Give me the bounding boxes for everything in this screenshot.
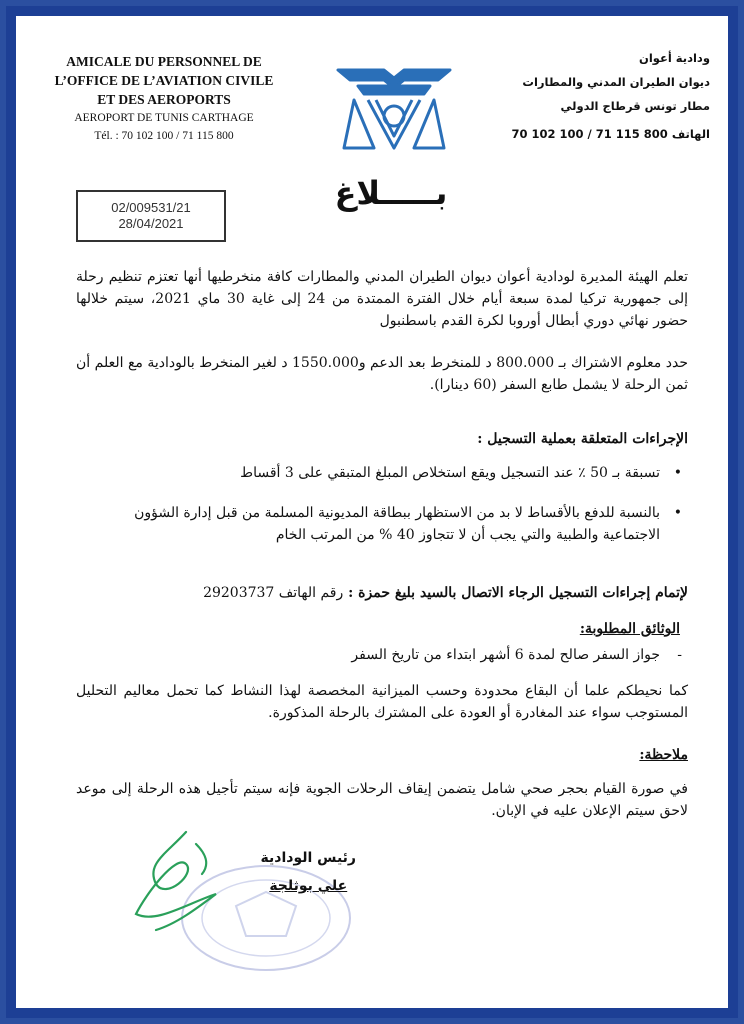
header-fr-line5: Tél. : 70 102 100 / 71 115 800 — [94, 130, 234, 142]
page-title: بـــــلاغ — [334, 174, 448, 212]
note-text-wrap — [76, 778, 688, 822]
paragraph-fees-wrap — [76, 352, 688, 396]
document-page — [16, 16, 728, 1008]
note-heading: ملاحظة: — [639, 747, 688, 763]
signature-name: علي بوثلجة — [269, 878, 348, 894]
signature-block — [261, 844, 356, 900]
arabic-header — [480, 46, 710, 146]
paragraph-1: تعلم الهيئة المديرة لودادية أعوان ديوان الطيران المدني والمطارات كافة منخرطيها أنها تعتزم تنظيم رحلة إلى جمهورية تركيا لمدة سبعة أيام خلال الفترة الممتدة من 24 إلى غاية 30 ماي 2021، سيتم خلالها حضور نهائي دوري أبطال أوروبا لكرة القدم باسطنبول — [76, 269, 688, 329]
paragraph-conditions-wrap — [76, 680, 688, 724]
signature-role: رئيس الودادية — [260, 850, 356, 866]
handwritten-signature-icon — [126, 824, 246, 934]
note-text: في صورة القيام بحجر صحي شامل يتضمن إيقاف الرحلات الجوية فإنه سيتم تأجيل هذه الرحلة إلى موعد لاحق سيتم الإعلان عليه في الإبان. — [76, 781, 688, 819]
reference-stamp-box — [76, 190, 226, 242]
paragraph-2: حدد معلوم الاشتراك بـ 800.000 د للمنخرط بعد الدعم و1550.000 د لغير المنخرط بالودادية مع العلم أن ثمن الرحلة لا يشمل طابع السفر (60 دينارا). — [76, 355, 688, 393]
procedures-list — [76, 462, 688, 546]
procedures-list-wrap — [76, 462, 688, 556]
list-item: • بالنسبة للدفع بالأقساط لا بد من الاستظهار ببطاقة المديونية المسلمة من قبل إدارة الشؤون الاجتماعية والطبية والتي يجب أن لا تتجاوز 40 % من المرتب الخام — [76, 502, 660, 546]
header-fr-line2: L’OFFICE DE L’AVIATION CIVILE — [54, 73, 274, 88]
header-ar-line1: ودادية أعوان — [639, 51, 710, 65]
list-item: - جواز السفر صالح لمدة 6 أشهر ابتداء من تاريخ السفر — [76, 644, 660, 666]
header-fr-line4: AEROPORT DE TUNIS CARTHAGE — [74, 112, 254, 124]
list-item: • تسبقة بـ 50 ٪ عند التسجيل ويقع استخلاص المبلغ المتبقي على 3 أقساط — [76, 462, 660, 484]
documents-list-wrap — [76, 644, 688, 676]
procedures-heading: الإجراءات المتعلقة بعملية التسجيل : — [477, 431, 688, 447]
reference-date: 28/04/2021 — [118, 216, 184, 231]
contact-phone: رقم الهاتف 29203737 — [203, 585, 344, 601]
page-border — [6, 6, 738, 1018]
contact-line — [76, 582, 688, 604]
reference-number: 02/009531/21 — [111, 200, 191, 215]
header-ar-line2: ديوان الطيران المدني والمطارات — [522, 75, 710, 89]
contact-text: لإتمام إجراءات التسجيل الرجاء الاتصال بالسيد بليغ حمزة : — [343, 585, 688, 601]
header-fr-line3: ET DES AEROPORTS — [97, 92, 231, 107]
french-header — [44, 52, 284, 145]
association-logo-icon — [334, 60, 454, 156]
documents-list — [76, 644, 688, 666]
header-fr-line1: AMICALE DU PERSONNEL DE — [66, 54, 262, 69]
documents-heading: الوثائق المطلوبة: — [579, 621, 680, 637]
header-ar-phone: الهاتف 800 115 71 / 100 102 70 — [511, 127, 710, 141]
paragraph-intro — [76, 266, 688, 332]
header-ar-line3: مطار تونس قرطاج الدولي — [560, 99, 710, 113]
paragraph-3: كما نحيطكم علما أن البقاع محدودة وحسب الميزانية المخصصة لهذا النشاط كما تحمل معاليم التحليل المستوجب سواء عند المغادرة أو العودة على المشترك بالرحلة المذكورة. — [76, 683, 688, 721]
